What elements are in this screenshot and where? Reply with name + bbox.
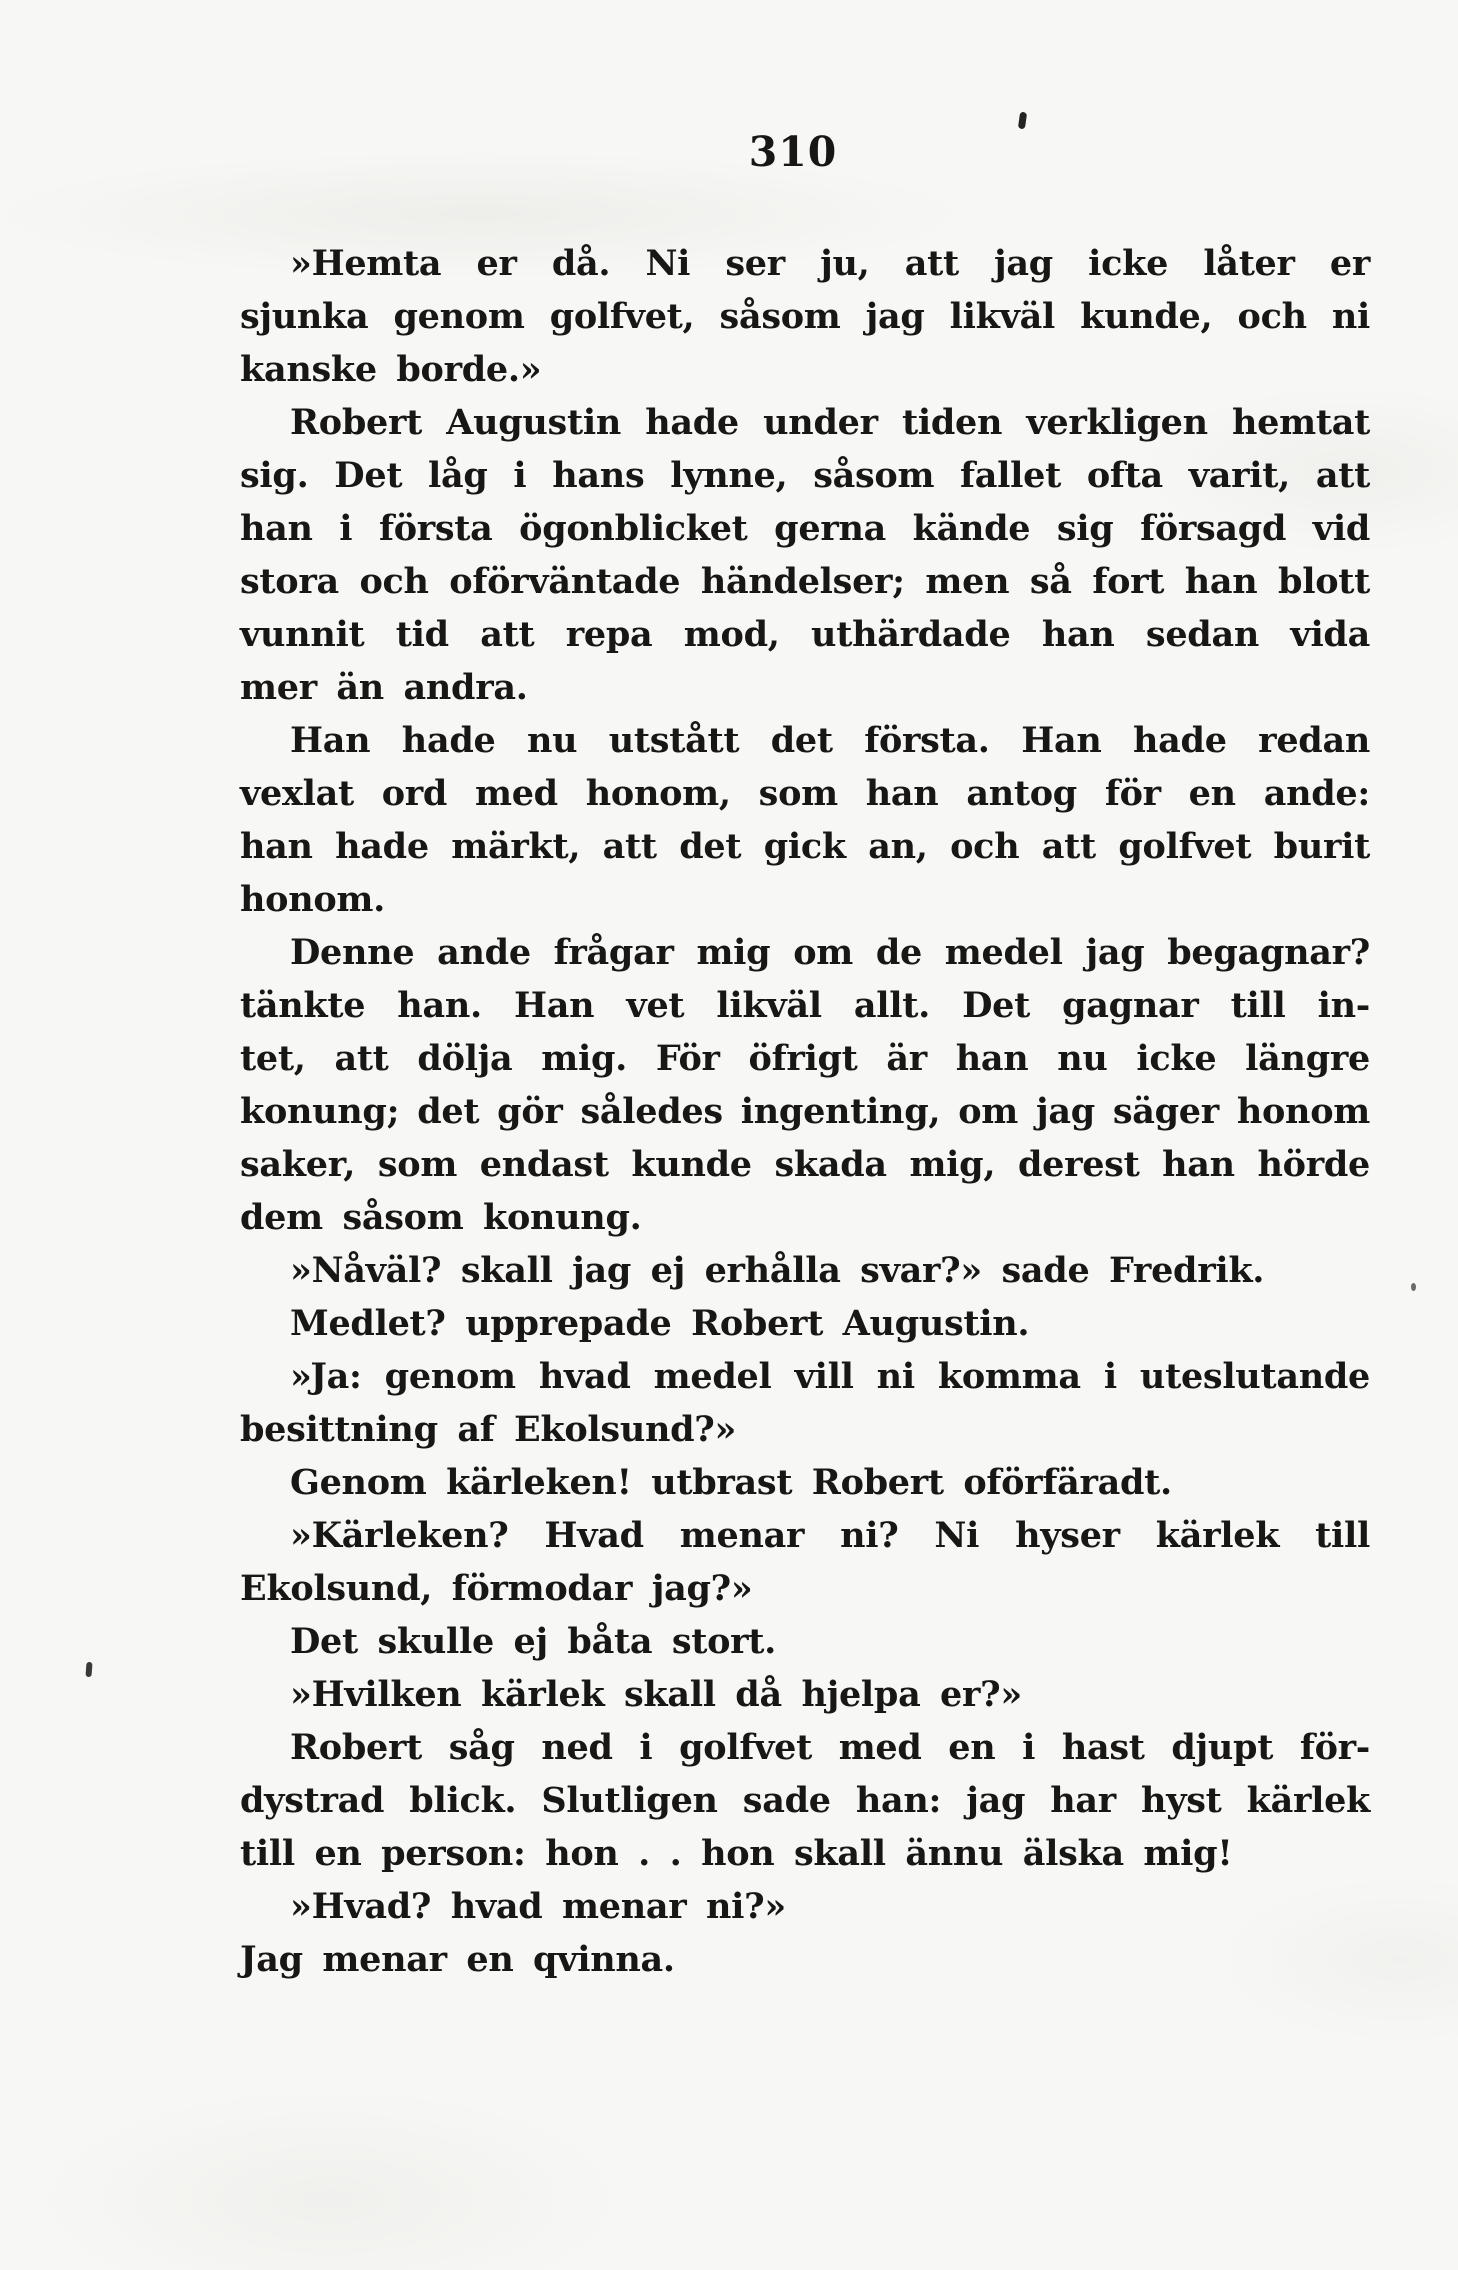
- text-line: »Hvilken kärlek skall då hjelpa er?»: [290, 1674, 1022, 1715]
- text-line: till en person: hon . . hon skall ännu älska mig!: [240, 1833, 1233, 1874]
- text-line: Robert såg ned i golfvet med en i hast djupt för-: [290, 1727, 1370, 1768]
- text-block: [240, 237, 1370, 1986]
- text-line: »Hvad? hvad menar ni?»: [290, 1886, 786, 1927]
- text-line: konung; det gör således ingenting, om jag säger honom: [240, 1091, 1370, 1132]
- text-line: Det skulle ej båta stort.: [290, 1621, 777, 1662]
- text-line: Denne ande frågar mig om de medel jag begagnar?: [290, 932, 1370, 973]
- text-line: tet, att dölja mig. För öfrigt är han nu icke längre: [240, 1038, 1370, 1079]
- text-line: mer än andra.: [240, 667, 528, 708]
- text-line: vunnit tid att repa mod, uthärdade han sedan vida: [240, 614, 1370, 655]
- ink-speck: [1018, 112, 1027, 130]
- page-number: 310: [748, 128, 838, 176]
- text-line: stora och oförväntade händelser; men så fort han blott: [240, 561, 1370, 602]
- text-line: sjunka genom golfvet, såsom jag likväl kunde, och ni: [240, 296, 1370, 337]
- text-line: honom.: [240, 879, 386, 920]
- text-line: han i första ögonblicket gerna kände sig försagd vid: [240, 508, 1370, 549]
- text-line: Robert Augustin hade under tiden verkligen hemtat: [290, 402, 1370, 443]
- text-line: sig. Det låg i hans lynne, såsom fallet ofta varit, att: [240, 455, 1370, 496]
- text-line: dystrad blick. Slutligen sade han: jag har hyst kärlek: [240, 1780, 1370, 1821]
- text-line: vexlat ord med honom, som han antog för en ande:: [240, 773, 1370, 814]
- text-line: »Kärleken? Hvad menar ni? Ni hyser kärlek till: [290, 1515, 1370, 1556]
- text-line: »Ja: genom hvad medel vill ni komma i uteslutande: [290, 1356, 1370, 1397]
- ink-speck: [85, 1662, 92, 1677]
- text-line: »Nåväl? skall jag ej erhålla svar?» sade Fredrik.: [290, 1250, 1265, 1291]
- text-line: Genom kärleken! utbrast Robert oförfäradt.: [290, 1462, 1172, 1503]
- text-line: besittning af Ekolsund?»: [240, 1409, 737, 1450]
- ink-speck: [1411, 1283, 1416, 1291]
- text-line: Han hade nu utstått det första. Han hade redan: [290, 720, 1370, 761]
- text-line: han hade märkt, att det gick an, och att golfvet burit: [240, 826, 1370, 867]
- text-line: saker, som endast kunde skada mig, derest han hörde: [240, 1144, 1370, 1185]
- text-line: tänkte han. Han vet likväl allt. Det gagnar till in-: [240, 985, 1370, 1026]
- text-line: dem såsom konung.: [240, 1197, 642, 1238]
- text-line: Ekolsund, förmodar jag?»: [240, 1568, 753, 1609]
- text-line: »Hemta er då. Ni ser ju, att jag icke låter er: [290, 243, 1370, 284]
- text-line: Medlet? upprepade Robert Augustin.: [290, 1303, 1030, 1344]
- text-line: kanske borde.»: [240, 349, 542, 390]
- text-line: Jag menar en qvinna.: [240, 1939, 675, 1980]
